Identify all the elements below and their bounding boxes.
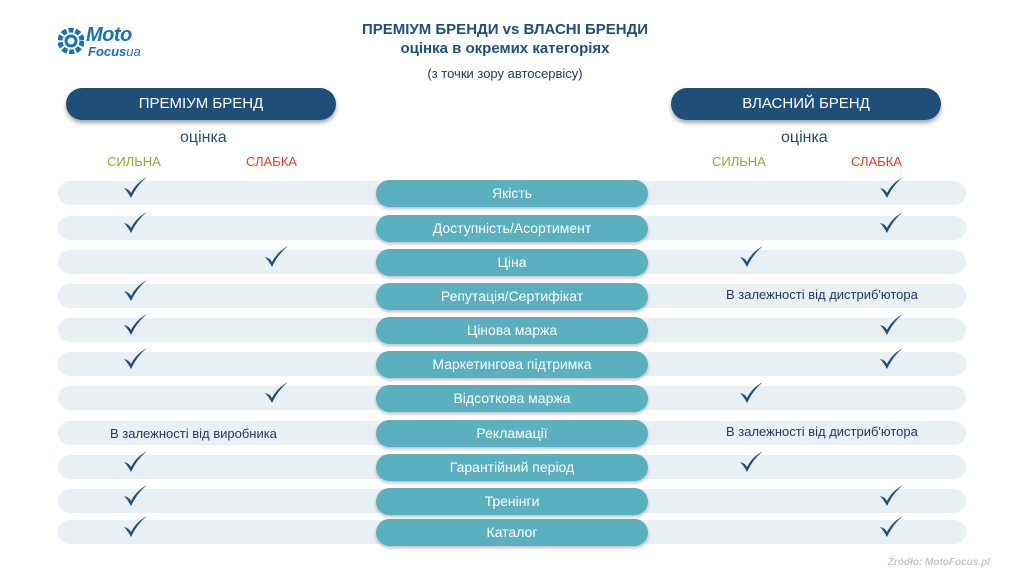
checkmark-icon	[877, 346, 905, 372]
own-score-label: оцінка	[781, 129, 828, 146]
category-label: Каталог	[376, 519, 648, 546]
checkmark-icon	[877, 312, 905, 338]
checkmark-icon	[121, 514, 149, 540]
category-label: Доступність/Асортимент	[376, 215, 648, 242]
premium-score-label: оцінка	[180, 129, 227, 146]
category-label: Відсоткова маржа	[376, 385, 648, 412]
category-label: Маркетингова підтримка	[376, 351, 648, 378]
checkmark-icon	[121, 449, 149, 475]
category-label: Рекламації	[376, 420, 648, 447]
checkmark-icon	[737, 244, 765, 270]
checkmark-icon	[262, 244, 290, 270]
category-label: Репутація/Сертифікат	[376, 283, 648, 310]
category-label: Цінова маржа	[376, 317, 648, 344]
motofocus-logo	[58, 22, 168, 62]
premium-brand-header: ПРЕМІУМ БРЕНД	[66, 88, 336, 120]
checkmark-icon	[877, 514, 905, 540]
checkmark-icon	[121, 483, 149, 509]
checkmark-icon	[121, 278, 149, 304]
premium-weak-label: СЛАБКА	[246, 154, 297, 169]
checkmark-icon	[121, 210, 149, 236]
checkmark-icon	[737, 380, 765, 406]
checkmark-icon	[877, 210, 905, 236]
page-subtitle: оцінка в окремих категоріях	[400, 40, 610, 57]
own-note: В залежності від дистриб'ютора	[726, 424, 918, 439]
page-caption: (з точки зору автосервісу)	[427, 66, 583, 81]
checkmark-icon	[262, 380, 290, 406]
checkmark-icon	[121, 175, 149, 201]
category-label: Гарантійний період	[376, 454, 648, 481]
logo-gear-icon	[58, 28, 84, 54]
premium-note: В залежності від виробника	[110, 426, 277, 441]
page-title: ПРЕМІУМ БРЕНДИ vs ВЛАСНІ БРЕНДИ	[361, 21, 649, 38]
logo-moto-text: Moto	[86, 24, 132, 46]
premium-strong-label: СИЛЬНА	[107, 154, 161, 169]
checkmark-icon	[737, 449, 765, 475]
category-label: Ціна	[376, 249, 648, 276]
category-label: Якість	[376, 180, 648, 207]
own-strong-label: СИЛЬНА	[712, 154, 766, 169]
checkmark-icon	[121, 346, 149, 372]
logo-focus-text: Focusua	[88, 44, 141, 59]
checkmark-icon	[877, 483, 905, 509]
own-weak-label: СЛАБКА	[851, 154, 902, 169]
checkmark-icon	[877, 175, 905, 201]
source-note: Źródło: MotoFocus.pl	[887, 557, 990, 568]
checkmark-icon	[121, 312, 149, 338]
category-label: Тренінги	[376, 488, 648, 515]
own-brand-header: ВЛАСНИЙ БРЕНД	[671, 88, 941, 120]
own-note: В залежності від дистриб'ютора	[726, 287, 918, 302]
